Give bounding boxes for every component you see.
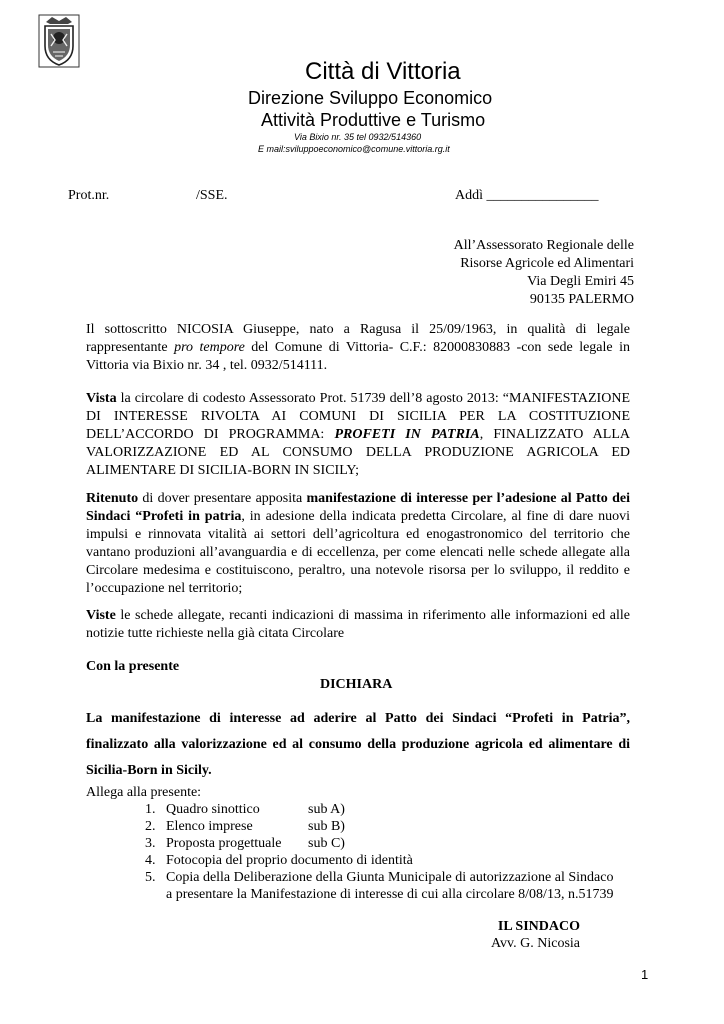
office-address: Via Bixio nr. 35 tel 0932/514360 <box>294 132 422 142</box>
office-email: E mail:sviluppoeconomico@comune.vittoria.rg.it <box>258 144 450 154</box>
allega-label: Allega alla presente: <box>86 785 202 800</box>
vista-paragraph <box>86 390 630 480</box>
protocol-number-label: Prot.nr. <box>68 188 110 203</box>
attachment-item: Fotocopia del proprio documento di identità <box>166 853 413 868</box>
recipient-line: Risorse Agricole ed Alimentari <box>460 256 634 271</box>
page-number: 1 <box>641 967 649 982</box>
viste-label: Viste <box>86 608 116 623</box>
department-name: Direzione Sviluppo Economico <box>248 88 493 108</box>
declaration-line-1: La manifestazione di interesse ad aderire al Patto dei Sindaci “Profeti in Patria”, <box>86 711 630 726</box>
attachment-number: 5. <box>145 870 156 885</box>
ritenuto-paragraph <box>86 490 630 598</box>
date-field: Addì ________________ <box>455 188 599 203</box>
attachment-number: 4. <box>145 853 156 868</box>
protocol-sse-label: /SSE. <box>196 188 228 203</box>
vista-text: la circolare di codesto Assessorato Prot. 51739 dell’8 agosto 2013: “MANIFESTAZIONE DI INTERESSE RIVOLTA AI COMUNI DI SICILIA PER LA COSTITUZIONE DELL’ACCORDO DI PROGRAMMA: <box>86 391 630 442</box>
declaration-line-2: finalizzato alla valorizzazione ed al consumo della produzione agricola ed alimentare di <box>86 737 630 752</box>
con-la-presente: Con la presente <box>86 659 180 674</box>
city-name: Città di Vittoria <box>305 58 461 85</box>
vista-label: Vista <box>86 391 117 406</box>
attachment-sub: sub A) <box>308 802 345 817</box>
dichiara-heading: DICHIARA <box>320 677 393 692</box>
intro-text: Il sottoscritto NICOSIA Giuseppe, nato a Ragusa il 25/09/1963, in qualità di legale rappresentante <box>86 322 630 355</box>
intro-paragraph <box>86 321 630 375</box>
ritenuto-text: di dover presentare apposita <box>138 491 307 506</box>
attachment-number: 2. <box>145 819 156 834</box>
intro-italic: pro tempore <box>174 340 245 355</box>
viste-paragraph <box>86 607 630 643</box>
recipient-line: All’Assessorato Regionale delle <box>453 238 634 253</box>
recipient-line: Via Degli Emiri 45 <box>527 274 634 289</box>
declaration-line-3: Sicilia-Born in Sicily. <box>86 763 212 778</box>
department-subname: Attività Produttive e Turismo <box>261 110 486 130</box>
attachment-item: Elenco imprese <box>166 819 253 834</box>
signature-name: Avv. G. Nicosia <box>490 936 580 951</box>
recipient-line: 90135 PALERMO <box>529 292 634 307</box>
recipient-block <box>380 237 634 309</box>
vista-title: PROFETI IN PATRIA <box>334 427 480 442</box>
attachment-number: 1. <box>145 802 156 817</box>
viste-text: le schede allegate, recanti indicazioni di massima in riferimento alle informazioni ed alle notizie tutte richieste nella già citata Circolare <box>86 608 630 641</box>
attachment-item-continuation: a presentare la Manifestazione di interesse di cui alla circolare 8/08/13, n.51739 <box>166 887 614 902</box>
attachment-number: 3. <box>145 836 156 851</box>
attachment-item: Copia della Deliberazione della Giunta Municipale di autorizzazione al Sindaco <box>166 870 614 885</box>
intro-text-2: del Comune di Vittoria- C.F.: 82000830883 -con sede legale in Vittoria via Bixio nr. 34 , tel. 0932/514111. <box>86 340 630 373</box>
vista-text-2: , FINALIZZATO ALLA VALORIZZAZIONE ED AL CONSUMO DELLA PRODUZIONE AGRICOLA ED ALIMENTARE DI SICILIA-BORN IN SICILY; <box>86 427 631 478</box>
attachment-sub: sub C) <box>308 836 345 851</box>
attachment-sub: sub B) <box>308 819 345 834</box>
attachment-item: Quadro sinottico <box>166 802 260 817</box>
city-crest-logo <box>38 14 80 68</box>
ritenuto-text-2: , in adesione della indicata predetta Circolare, al fine di dare nuovi impulsi e rinnovata vitalità ai settori dell’agricoltura ed enogastronomico del territorio che vantano produzioni all’avanguardia e di eccellenza, per come elencati nelle schede allegate alla Circolare medesima e costituiscono, peraltro, una notevole risorsa per lo sviluppo, il reddito e l’occupazione nel territorio; <box>86 509 630 596</box>
signature-title: IL SINDACO <box>497 919 580 934</box>
ritenuto-bold: manifestazione di interesse per l’adesione al Patto dei Sindaci “Profeti in patria <box>86 491 630 524</box>
ritenuto-label: Ritenuto <box>86 491 139 506</box>
attachment-item: Proposta progettuale <box>166 836 282 851</box>
